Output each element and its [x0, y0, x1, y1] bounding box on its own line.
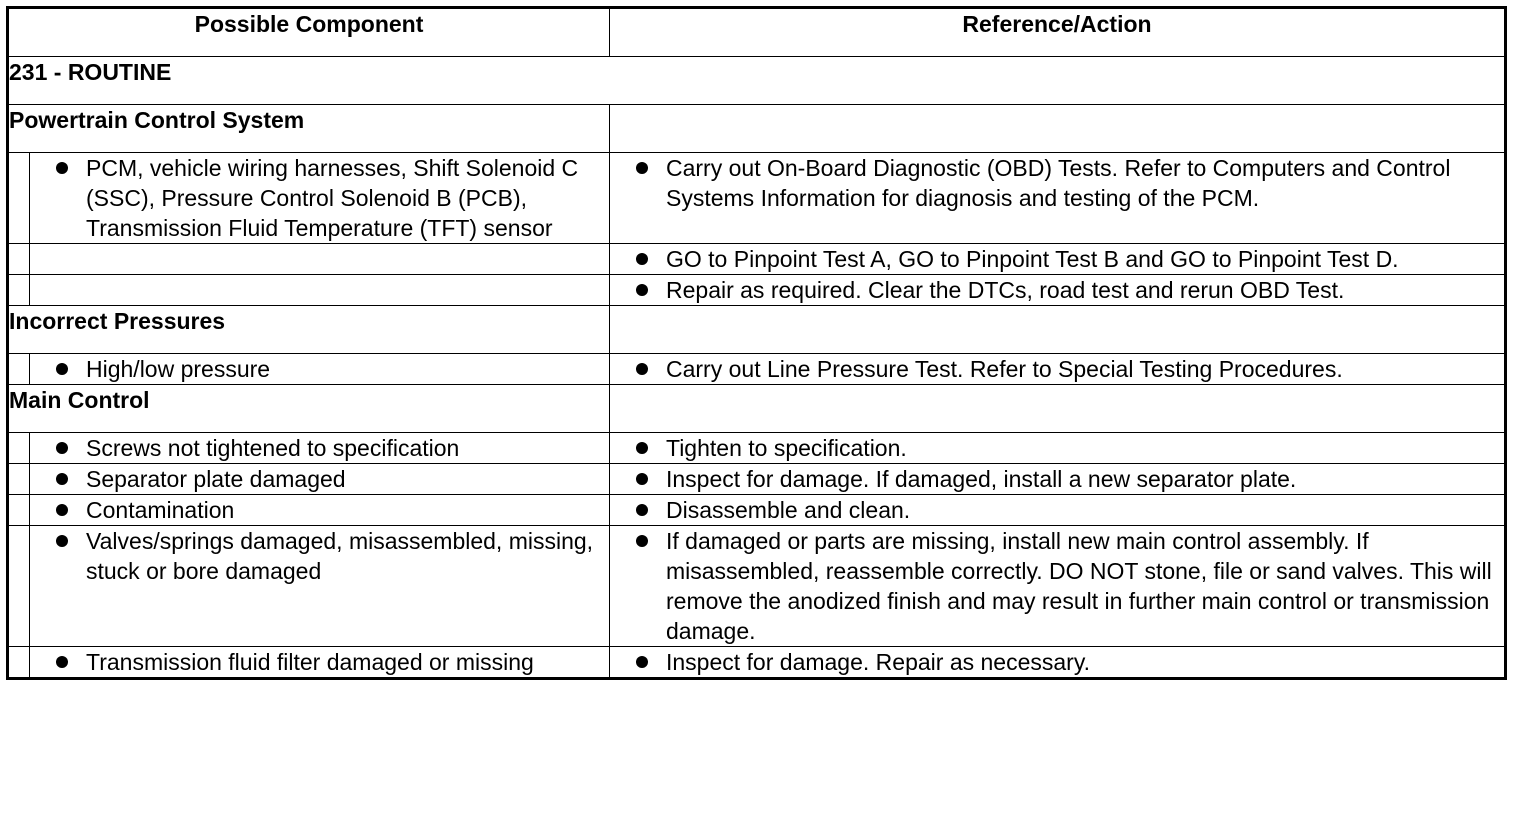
table-row	[8, 464, 1506, 495]
component-cell	[30, 647, 610, 679]
action-text: Repair as required. Clear the DTCs, road test and rerun OBD Test.	[666, 277, 1345, 303]
bullet-icon	[636, 363, 648, 375]
group-header-row	[8, 306, 1506, 354]
action-text: Carry out Line Pressure Test. Refer to Special Testing Procedures.	[666, 356, 1343, 382]
bullet-icon	[636, 656, 648, 668]
bullet-icon	[636, 504, 648, 516]
indent-cell	[8, 526, 30, 647]
indent-cell	[8, 464, 30, 495]
action-text: Tighten to specification.	[666, 435, 907, 461]
group-title: Incorrect Pressures	[8, 306, 610, 354]
bullet-icon	[636, 253, 648, 265]
bullet-icon	[56, 442, 68, 454]
table-row	[8, 526, 1506, 647]
action-cell	[610, 153, 1506, 244]
component-text: Contamination	[86, 497, 235, 523]
indent-cell	[8, 153, 30, 244]
bullet-icon	[56, 504, 68, 516]
table-row	[8, 647, 1506, 679]
component-cell	[30, 495, 610, 526]
action-text: Inspect for damage. If damaged, install a new separator plate.	[666, 466, 1297, 492]
group-header-row	[8, 105, 1506, 153]
bullet-icon	[56, 473, 68, 485]
bullet-icon	[56, 535, 68, 547]
action-cell	[610, 464, 1506, 495]
indent-cell	[8, 647, 30, 679]
component-text: Transmission fluid filter damaged or missing	[86, 649, 534, 675]
routine-title: 231 - ROUTINE	[8, 57, 1506, 105]
bullet-icon	[636, 473, 648, 485]
table-row	[8, 495, 1506, 526]
component-cell	[30, 464, 610, 495]
group-header-row	[8, 385, 1506, 433]
table-row	[8, 275, 1506, 306]
table-row	[8, 433, 1506, 464]
bullet-icon	[56, 162, 68, 174]
component-text: High/low pressure	[86, 356, 271, 382]
diagnosis-table	[6, 6, 1507, 680]
component-cell	[30, 153, 610, 244]
group-empty-cell	[610, 385, 1506, 433]
group-title: Powertrain Control System	[8, 105, 610, 153]
action-cell	[610, 354, 1506, 385]
header-row	[8, 8, 1506, 57]
component-text: Valves/springs damaged, misassembled, missing, stuck or bore damaged	[86, 528, 594, 584]
action-cell	[610, 433, 1506, 464]
bullet-icon	[56, 363, 68, 375]
group-empty-cell	[610, 105, 1506, 153]
routine-row	[8, 57, 1506, 105]
bullet-icon	[636, 162, 648, 174]
bullet-icon	[56, 656, 68, 668]
bullet-icon	[636, 284, 648, 296]
component-text: Screws not tightened to specification	[86, 435, 460, 461]
action-text: Disassemble and clean.	[666, 497, 911, 523]
header-reference-action: Reference/Action	[610, 8, 1506, 57]
group-empty-cell	[610, 306, 1506, 354]
component-cell	[30, 354, 610, 385]
table-row	[8, 354, 1506, 385]
table-row	[8, 244, 1506, 275]
table-row	[8, 153, 1506, 244]
action-cell	[610, 526, 1506, 647]
action-text: Carry out On-Board Diagnostic (OBD) Tests. Refer to Computers and Control Systems Information for diagnosis and testing of the PCM.	[666, 155, 1451, 211]
action-cell	[610, 244, 1506, 275]
indent-cell	[8, 275, 30, 306]
component-text: Separator plate damaged	[86, 466, 346, 492]
header-possible-component: Possible Component	[8, 8, 610, 57]
component-cell	[30, 275, 610, 306]
component-cell	[30, 433, 610, 464]
bullet-icon	[636, 442, 648, 454]
action-cell	[610, 275, 1506, 306]
bullet-icon	[636, 535, 648, 547]
indent-cell	[8, 433, 30, 464]
component-cell	[30, 526, 610, 647]
indent-cell	[8, 354, 30, 385]
action-cell	[610, 495, 1506, 526]
component-cell	[30, 244, 610, 275]
action-text: GO to Pinpoint Test A, GO to Pinpoint Test B and GO to Pinpoint Test D.	[666, 246, 1399, 272]
indent-cell	[8, 244, 30, 275]
indent-cell	[8, 495, 30, 526]
action-cell	[610, 647, 1506, 679]
action-text: Inspect for damage. Repair as necessary.	[666, 649, 1091, 675]
component-text: PCM, vehicle wiring harnesses, Shift Solenoid C (SSC), Pressure Control Solenoid B (PCB), Transmission Fluid Temperature (TFT) sensor	[86, 155, 579, 241]
action-text: If damaged or parts are missing, install new main control assembly. If misassembled, reassemble correctly. DO NOT stone, file or sand valves. This will remove the anodized finish and may result in further main control or transmission damage.	[666, 528, 1492, 644]
group-title: Main Control	[8, 385, 610, 433]
